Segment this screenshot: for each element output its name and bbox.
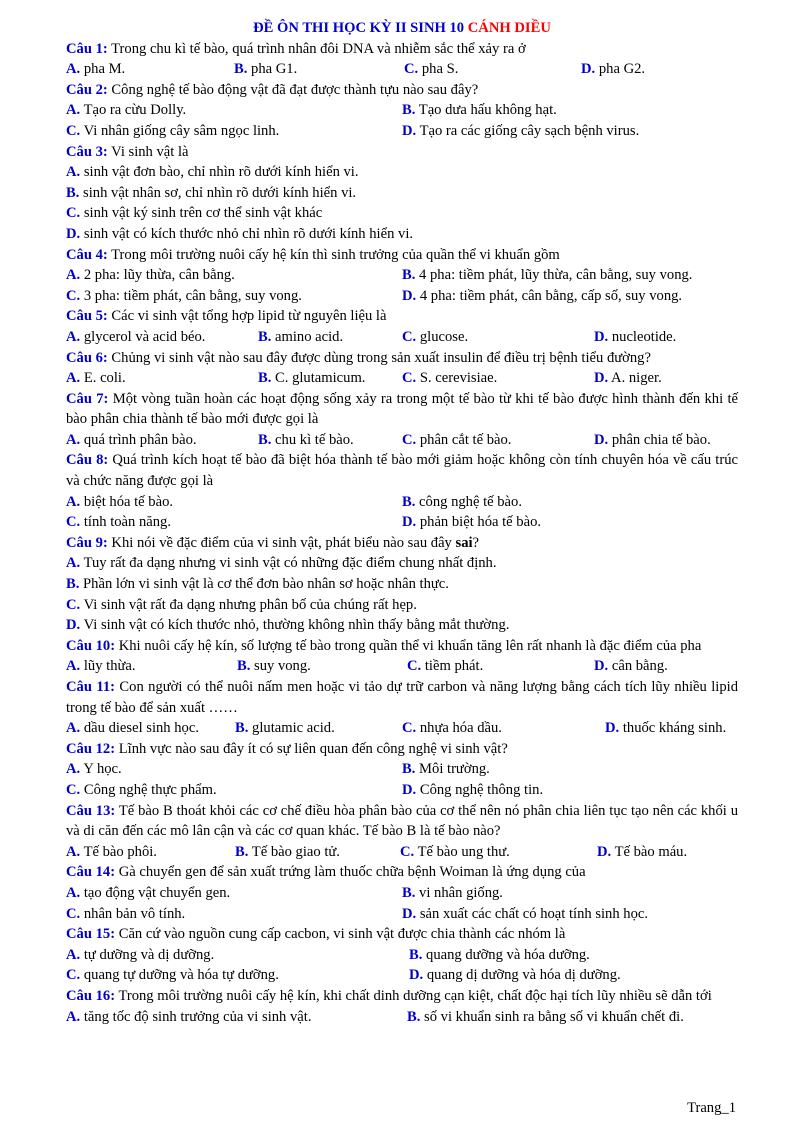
option-text: biệt hóa tế bào. (83, 493, 174, 510)
option-text: pha M. (83, 61, 126, 78)
question-number: Câu 13: (66, 802, 116, 819)
question-text: Các vi sinh vật tổng hợp lipid từ nguyên liệu là (111, 308, 387, 325)
option-c (66, 965, 279, 986)
option-b (66, 576, 449, 592)
option-b (237, 656, 311, 677)
page-title (66, 18, 738, 39)
option-text: quá trình phân bào. (83, 431, 197, 448)
option-b (402, 492, 522, 513)
option-text: lũy thừa. (83, 658, 136, 675)
option-text: 4 pha: tiềm phát, lũy thừa, cân bằng, suy vong. (419, 267, 693, 284)
option-letter: A. (66, 658, 81, 675)
question-11 (66, 677, 738, 739)
question-stem (66, 80, 738, 101)
option-letter: D. (66, 617, 81, 634)
option-d (402, 512, 541, 533)
option-row (66, 512, 738, 533)
option-row (66, 265, 738, 286)
option-d (66, 226, 413, 242)
option-text: E. coli. (83, 370, 126, 387)
option-letter: A. (66, 267, 81, 284)
option-letter: C. (400, 843, 415, 860)
option-row (66, 203, 738, 224)
option-row (66, 553, 738, 574)
option-a (66, 492, 173, 513)
option-letter: D. (402, 514, 417, 531)
question-number: Câu 4: (66, 246, 108, 263)
option-text: Tạo dưa hấu không hạt. (418, 102, 557, 119)
option-a (66, 327, 205, 348)
exam-page (66, 18, 738, 1027)
question-4 (66, 245, 738, 307)
option-letter: B. (409, 946, 423, 963)
option-letter: B. (258, 328, 272, 345)
option-row (66, 327, 738, 348)
option-letter: B. (66, 184, 80, 201)
option-letter: B. (237, 658, 251, 675)
option-d (594, 656, 668, 677)
option-letter: B. (402, 884, 416, 901)
option-b (235, 842, 340, 863)
option-c (400, 842, 510, 863)
option-letter: A. (66, 884, 81, 901)
option-row (66, 430, 738, 451)
option-letter: C. (66, 122, 81, 139)
option-text: A. niger. (611, 370, 662, 387)
option-text: thuốc kháng sinh. (622, 720, 727, 737)
question-number: Câu 1: (66, 40, 108, 57)
option-b (407, 1007, 684, 1028)
option-b (258, 327, 343, 348)
question-6 (66, 348, 738, 389)
question-stem (66, 245, 738, 266)
option-text: Môi trường. (419, 761, 490, 778)
option-letter: A. (66, 164, 81, 181)
option-letter: D. (594, 431, 609, 448)
question-number: Câu 6: (66, 349, 108, 366)
option-b (409, 945, 590, 966)
option-b (258, 368, 365, 389)
option-text: Tế bào phôi. (83, 843, 157, 860)
option-letter: A. (66, 328, 81, 345)
option-text: tính toàn năng. (83, 514, 172, 531)
option-text: sinh vật đơn bào, chỉ nhìn rõ dưới kính hiển vi. (83, 164, 359, 181)
option-b (235, 718, 335, 739)
option-text: Vi sinh vật có kích thước nhỏ, thường không nhìn thấy bằng mắt thường. (83, 617, 510, 634)
option-row (66, 595, 738, 616)
option-b (402, 100, 557, 121)
option-row (66, 780, 738, 801)
question-number: Câu 12: (66, 740, 116, 757)
question-number: Câu 7: (66, 390, 109, 407)
question-list (66, 39, 738, 1028)
option-text: phân chia tế bào. (611, 431, 711, 448)
option-c (402, 368, 497, 389)
question-stem (66, 389, 738, 430)
option-d (409, 965, 621, 986)
option-text: công nghệ tế bào. (419, 493, 522, 510)
option-letter: C. (66, 205, 81, 222)
question-stem (66, 739, 738, 760)
option-letter: B. (402, 267, 416, 284)
option-text: tạo động vật chuyển gen. (83, 884, 231, 901)
option-text: sản xuất các chất có hoạt tính sinh học. (419, 905, 649, 922)
option-c (66, 512, 171, 533)
option-d (66, 617, 509, 633)
option-c (66, 205, 322, 221)
option-letter: B. (407, 1008, 421, 1025)
option-text: 3 pha: tiềm phát, cân bằng, suy vong. (83, 287, 302, 304)
option-text: 2 pha: lũy thừa, cân bằng. (83, 267, 235, 284)
option-letter: C. (66, 287, 81, 304)
option-text: Tạo ra cừu Dolly. (83, 102, 187, 119)
question-text: Lĩnh vực nào sau đây ít có sự liên quan đến công nghệ vi sinh vật? (118, 740, 508, 757)
question-stem (66, 801, 738, 842)
option-row (66, 883, 738, 904)
option-d (597, 842, 687, 863)
option-letter: C. (402, 370, 417, 387)
option-letter: A. (66, 555, 81, 572)
option-d (605, 718, 726, 739)
option-text: tự dưỡng và dị dưỡng. (83, 946, 215, 963)
option-row (66, 656, 738, 677)
question-5 (66, 306, 738, 347)
question-text: Trong môi trường nuôi cấy hệ kín thì sinh trưởng của quần thể vi khuẩn gồm (111, 246, 560, 263)
option-a (66, 430, 197, 451)
option-text: C. glutamicum. (275, 370, 366, 387)
option-d (402, 286, 682, 307)
option-row (66, 162, 738, 183)
option-a (66, 945, 214, 966)
option-text: vi nhân giống. (419, 884, 503, 901)
option-letter: A. (66, 61, 81, 78)
question-text: Con người có thể nuôi nấm men hoặc vi tảo dự trữ carbon và năng lượng bằng cách tích lũy nhiều lipid trong tế bào để sản xuất …… (66, 679, 738, 716)
option-text: pha G1. (251, 61, 298, 78)
option-c (66, 597, 417, 613)
option-d (402, 904, 648, 925)
page-number: Trang_1 (687, 1100, 736, 1116)
option-letter: B. (402, 493, 416, 510)
option-text: sinh vật nhân sơ, chỉ nhìn rõ dưới kính hiển vi. (83, 184, 357, 201)
option-b (402, 759, 490, 780)
option-letter: D. (594, 328, 609, 345)
option-text: Tạo ra các giống cây sạch bệnh virus. (419, 122, 640, 139)
option-letter: B. (402, 102, 416, 119)
question-number: Câu 11: (66, 679, 116, 695)
question-text: Gà chuyển gen để sản xuất trứng làm thuốc chữa bệnh Woiman là ứng dụng của (118, 864, 586, 881)
option-b (258, 430, 354, 451)
option-text: nhân bản vô tính. (83, 905, 186, 922)
question-number: Câu 5: (66, 308, 108, 325)
question-stem (66, 533, 738, 554)
option-row (66, 368, 738, 389)
question-stem (66, 986, 738, 1007)
option-letter: A. (66, 761, 81, 778)
question-stem (66, 636, 738, 657)
option-text: cân bằng. (611, 658, 668, 675)
question-14 (66, 862, 738, 924)
option-c (402, 718, 502, 739)
option-text: Công nghệ thông tin. (419, 781, 544, 798)
question-stem (66, 306, 738, 327)
option-text: nhựa hóa dầu. (419, 720, 502, 737)
option-letter: B. (258, 431, 272, 448)
option-text: tăng tốc độ sinh trưởng của vi sinh vật. (83, 1008, 312, 1025)
option-a (66, 100, 186, 121)
option-letter: D. (594, 370, 609, 387)
option-d (594, 368, 662, 389)
option-c (404, 59, 458, 80)
option-row (66, 224, 738, 245)
option-letter: C. (402, 328, 417, 345)
option-row (66, 286, 738, 307)
title-accent: CÁNH DIỀU (467, 20, 551, 36)
question-text: Căn cứ vào nguồn cung cấp cacbon, vi sinh vật được chia thành các nhóm là (118, 926, 566, 943)
option-row (66, 965, 738, 986)
option-text: suy vong. (254, 658, 311, 675)
option-text: pha G2. (598, 61, 646, 78)
option-d (402, 121, 639, 142)
option-letter: D. (402, 287, 417, 304)
option-letter: A. (66, 431, 81, 448)
option-letter: C. (66, 596, 81, 613)
option-letter: A. (66, 946, 81, 963)
option-letter: D. (409, 967, 424, 984)
option-text: tiềm phát. (424, 658, 484, 675)
question-text: Trong môi trường nuôi cấy hệ kín, khi chất dinh dưỡng cạn kiệt, chất độc hại tích lũy nhiều sẽ dẫn tới (118, 987, 712, 1004)
question-emphasis: sai (455, 534, 473, 551)
option-text: số vi khuẩn sinh ra bằng số vi khuẩn chết đi. (424, 1008, 684, 1025)
option-letter: D. (581, 61, 596, 78)
option-a (66, 1007, 311, 1028)
option-letter: A. (66, 370, 81, 387)
question-tail: ? (472, 534, 480, 551)
option-letter: A. (66, 1008, 81, 1025)
question-stem (66, 39, 738, 60)
question-15 (66, 924, 738, 986)
option-a (66, 164, 359, 180)
option-text: Y học. (83, 761, 122, 778)
option-a (66, 759, 122, 780)
question-stem (66, 677, 738, 718)
option-c (66, 904, 185, 925)
option-a (66, 656, 136, 677)
option-letter: A. (66, 102, 81, 119)
question-13 (66, 801, 738, 863)
question-number: Câu 3: (66, 143, 108, 160)
option-text: Vi nhân giống cây sâm ngọc linh. (83, 122, 280, 139)
option-letter: C. (404, 61, 419, 78)
option-a (66, 718, 199, 739)
option-c (66, 121, 279, 142)
question-16 (66, 986, 738, 1027)
question-number: Câu 15: (66, 926, 116, 943)
option-letter: B. (66, 576, 80, 593)
option-letter: C. (402, 720, 417, 737)
option-d (594, 327, 676, 348)
question-text: Vi sinh vật là (111, 143, 189, 160)
question-1 (66, 39, 738, 80)
option-text: Tế bào máu. (614, 843, 688, 860)
option-b (402, 883, 503, 904)
option-row (66, 492, 738, 513)
option-row (66, 1007, 738, 1028)
option-letter: D. (402, 781, 417, 798)
question-text: Trong chu kì tế bào, quá trình nhân đôi DNA và nhiễm sắc thể xảy ra ở (111, 40, 526, 57)
option-c (66, 286, 302, 307)
option-d (402, 780, 543, 801)
question-stem (66, 924, 738, 945)
question-text: Khi nuôi cấy hệ kín, số lượng tế bào trong quần thể vi khuẩn tăng lên rất nhanh là đặc điểm của pha (118, 637, 702, 654)
option-text: nucleotide. (611, 328, 677, 345)
option-row (66, 904, 738, 925)
option-text: glycerol và acid béo. (83, 328, 206, 345)
option-text: glutamic acid. (252, 720, 335, 737)
question-number: Câu 16: (66, 987, 116, 1004)
question-stem (66, 450, 738, 491)
option-text: amino acid. (275, 328, 344, 345)
question-stem (66, 862, 738, 883)
option-letter: C. (407, 658, 422, 675)
question-number: Câu 8: (66, 452, 109, 469)
option-text: quang dị dưỡng và hóa dị dưỡng. (426, 967, 621, 984)
question-text: Một vòng tuần hoàn các hoạt động sống xảy ra trong một tế bào từ khi tế bào được hình thành đến khi tế bào phân chia thành tế bào mới được gọi là (66, 390, 738, 428)
option-letter: A. (66, 493, 81, 510)
option-text: quang tự dưỡng và hóa tự dưỡng. (83, 967, 279, 984)
option-b (66, 185, 356, 201)
option-text: pha S. (421, 61, 459, 78)
option-d (594, 430, 711, 451)
option-letter: B. (402, 761, 416, 778)
option-letter: B. (235, 843, 249, 860)
option-a (66, 555, 497, 571)
option-text: sinh vật có kích thước nhỏ chỉ nhìn rõ dưới kính hiển vi. (83, 225, 414, 242)
question-7 (66, 389, 738, 451)
option-c (66, 780, 217, 801)
option-letter: B. (258, 370, 272, 387)
option-row (66, 183, 738, 204)
option-text: Phần lớn vi sinh vật là cơ thể đơn bào nhân sơ hoặc nhân thực. (83, 576, 449, 593)
question-8 (66, 450, 738, 532)
option-c (402, 430, 511, 451)
option-letter: C. (66, 905, 81, 922)
option-letter: C. (66, 781, 81, 798)
option-text: Vi sinh vật rất đa dạng nhưng phân bố của chúng rất hẹp. (83, 596, 417, 613)
option-letter: B. (234, 61, 248, 78)
title-main: ĐỀ ÔN THI HỌC KỲ II SINH 10 (253, 20, 465, 36)
option-a (66, 59, 125, 80)
option-row (66, 759, 738, 780)
option-row (66, 842, 738, 863)
option-b (234, 59, 297, 80)
option-text: phản biệt hóa tế bào. (419, 514, 542, 531)
question-text: Tế bào B thoát khỏi các cơ chế điều hòa phân bào của cơ thể nên nó phân chia liên tục tạo nên các khối u và di căn đến các mô lân cận và các cơ quan khác. Tế bào B là tế bào nào? (66, 802, 738, 840)
option-letter: D. (402, 122, 417, 139)
option-letter: B. (235, 720, 249, 737)
option-letter: C. (402, 431, 417, 448)
question-stem (66, 348, 738, 369)
option-letter: C. (66, 514, 81, 531)
question-10 (66, 636, 738, 677)
option-text: glucose. (419, 328, 469, 345)
option-c (402, 327, 468, 348)
question-number: Câu 14: (66, 864, 116, 881)
question-3 (66, 142, 738, 245)
option-c (407, 656, 483, 677)
option-a (66, 265, 235, 286)
option-letter: C. (66, 967, 81, 984)
question-number: Câu 2: (66, 81, 108, 98)
question-number: Câu 9: (66, 534, 108, 551)
option-text: S. cerevisiae. (419, 370, 498, 387)
option-text: phân cắt tế bào. (419, 431, 512, 448)
option-b (402, 265, 692, 286)
option-row (66, 945, 738, 966)
option-row (66, 718, 738, 739)
option-text: Công nghệ thực phẩm. (83, 781, 217, 798)
question-text: Khi nói về đặc điểm của vi sinh vật, phát biểu nào sau đây (111, 534, 452, 551)
question-text: Quá trình kích hoạt tế bào đã biệt hóa thành tế bào mới giảm hoặc không còn tính chuyên hóa về cấu trúc và chức năng được gọi là (66, 452, 738, 490)
option-row (66, 615, 738, 636)
option-a (66, 368, 126, 389)
question-9 (66, 533, 738, 636)
option-letter: A. (66, 843, 81, 860)
option-row (66, 100, 738, 121)
option-d (581, 59, 645, 80)
option-letter: D. (402, 905, 417, 922)
question-text: Chủng vi sinh vật nào sau đây được dùng trong sản xuất insulin để điều trị bệnh tiểu đường? (111, 349, 651, 366)
option-letter: D. (66, 225, 81, 242)
option-letter: D. (605, 720, 620, 737)
option-row (66, 59, 738, 80)
option-text: sinh vật ký sinh trên cơ thể sinh vật khác (83, 205, 323, 222)
question-text: Công nghệ tế bào động vật đã đạt được thành tựu nào sau đây? (111, 81, 479, 98)
option-a (66, 842, 157, 863)
option-letter: A. (66, 720, 81, 737)
option-row (66, 121, 738, 142)
option-a (66, 883, 230, 904)
option-text: Tế bào ung thư. (417, 843, 510, 860)
option-text: Tế bào giao tử. (251, 843, 340, 860)
option-text: quang dưỡng và hóa dưỡng. (426, 946, 590, 963)
option-row (66, 574, 738, 595)
option-text: Tuy rất đa dạng nhưng vi sinh vật có những đặc điểm chung nhất định. (83, 555, 497, 572)
option-text: dầu diesel sinh học. (83, 720, 199, 737)
question-stem (66, 142, 738, 163)
option-letter: D. (597, 843, 612, 860)
option-text: chu kì tế bào. (275, 431, 354, 448)
question-2 (66, 80, 738, 142)
option-text: 4 pha: tiềm phát, cân bằng, cấp số, suy vong. (419, 287, 683, 304)
question-12 (66, 739, 738, 801)
option-letter: D. (594, 658, 609, 675)
question-number: Câu 10: (66, 637, 116, 654)
